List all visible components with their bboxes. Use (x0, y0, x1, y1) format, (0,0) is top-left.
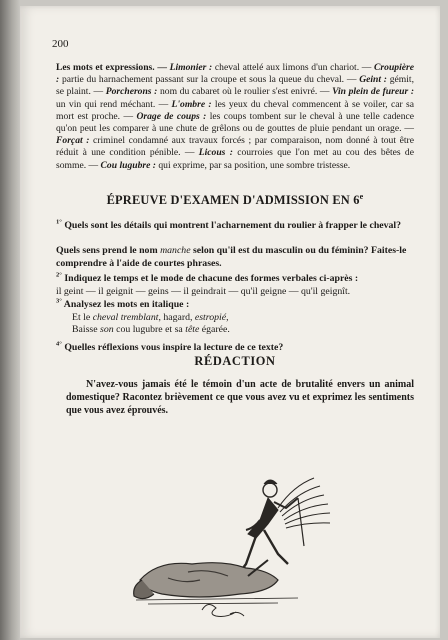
exam-heading: ÉPREUVE D'EXAMEN D'ADMISSION EN 6e (106, 192, 364, 208)
question-number: 2° (56, 272, 62, 279)
carter-horse-illustration (128, 468, 358, 618)
ground-hatching (136, 598, 298, 604)
glossary-entry: Orage de coups : les coups tombent sur le cheval à une telle cadence qu'on peut les comparer à une chute de grêlons ou de gouttes de pluie pendant un orage. — (56, 110, 415, 135)
question-2: $^{2^\circ}$ Indiquez le temps et le mode de chacune des formes verbales ci-après : il geint — il geignit — geins — il geindrait — qu'il geigne — qu'il geignît. (56, 272, 359, 297)
glossary-entry: Limonier : cheval attelé aux limons d'un chariot. — (169, 62, 375, 73)
redaction-heading: RÉDACTION (194, 354, 276, 368)
glossary-entry: Geint : gémit, se plaint. — (56, 74, 415, 98)
question-1b: Quels sens prend le nom manche selon qu'il est du masculin ou du féminin? Faites-le comprendre à l'aide de courtes phrases. (56, 245, 407, 269)
whip-motion-lines (278, 478, 330, 528)
glossary-entry: Cou lugubre : qui exprime, par sa position, une sombre tristesse. (100, 159, 351, 171)
glossary-lead: Les mots et expressions. — (56, 62, 167, 73)
verse-line-2: Baisse son cou lugubre et sa tête égarée. (72, 324, 230, 336)
fallen-horse (134, 560, 278, 599)
glossary-entry: Porcherons : nom du cabaret où le roulier s'est enivré. — (105, 86, 333, 98)
glossary-entry: Forçat : criminel condamné aux travaux forcés ; par comparaison, nom donné à tout être réduit à une condition pénible. — (56, 135, 414, 159)
artist-signature (202, 604, 244, 616)
glossary-entry: Licous : courroies que l'on met au cou des bêtes de somme. — (56, 147, 414, 171)
page-number: 200 (52, 38, 69, 50)
glossary-paragraph (56, 62, 414, 172)
question-1 (56, 217, 416, 233)
question-number: 4° (56, 341, 62, 348)
question-number: 3° (56, 298, 62, 305)
question-text: Quels sont les détails qui montrent l'acharnement du roulier à frapper le cheval? (64, 220, 402, 232)
glossary-entry: Vin plein de fureur : un vin qui rend méchant. — (56, 86, 415, 110)
question-3: $^{3^\circ}$ Analysez les mots en italique : Et le cheval tremblant, hagard, estropié, Baisse son cou lugubre et sa tête égarée. (56, 298, 230, 336)
question-number: 1° (56, 219, 62, 226)
question-4: $^{4^\circ}$ Quelles réflexions vous inspire la lecture de ce texte? (56, 341, 284, 354)
book-gutter (0, 0, 20, 640)
glossary-entry: Croupière : partie du harnachement passant sur la croupe et sous la queue du cheval. — (56, 62, 415, 86)
verse-line-1: Et le cheval tremblant, hagard, estropié, (72, 311, 229, 323)
verb-forms: il geint — il geignit — geins — il geindrait — qu'il geigne — qu'il geignît. (56, 285, 351, 297)
redaction-prompt: N'avez-vous jamais été le témoin d'un acte de brutalité envers un animal domestique? Racontez brièvement ce que vous avez vu et exprimez les sentiments que vous avez éprouvés. (66, 379, 414, 416)
glossary-entry: L'ombre : les yeux du cheval commencent à se voiler, car sa mort est proche. — (56, 98, 415, 122)
